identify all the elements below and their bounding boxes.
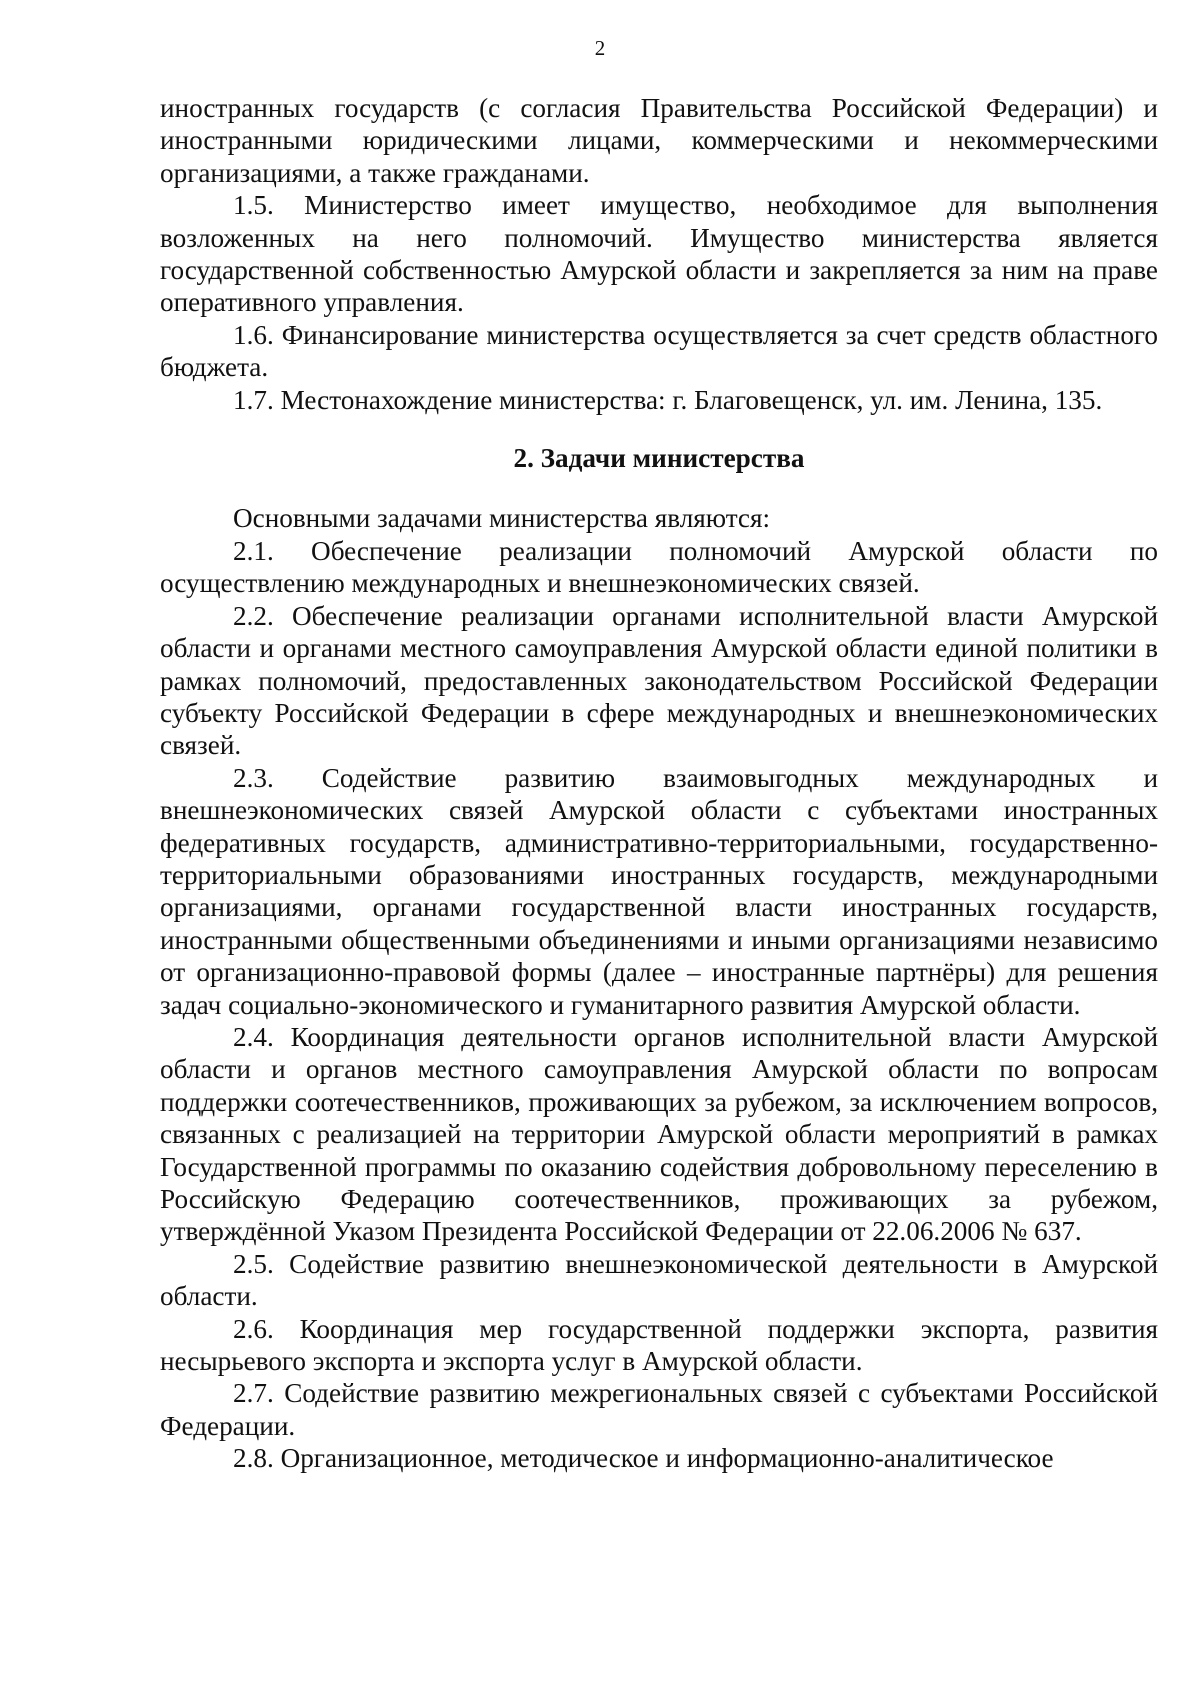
paragraph-2-7: 2.7. Содействие развитию межрегиональных связей с субъектами Российской Федерации.: [160, 1378, 1158, 1441]
paragraph-1-6: 1.6. Финансирование министерства осуществляется за счет средств областного бюджета.: [160, 319, 1158, 383]
paragraph-2-5: 2.5. Содействие развитию внешнеэкономической деятельности в Амурской области.: [160, 1248, 1158, 1312]
section-intro: Основными задачами министерства являются:: [233, 503, 771, 534]
paragraph-2-1: 2.1. Обеспечение реализации полномочий Амурской области по осуществлению международных и внешнеэкономических связей.: [160, 535, 1158, 599]
paragraph-2-8: 2.8. Организационное, методическое и информационно-аналитическое: [233, 1443, 1054, 1474]
paragraph-2-3: 2.3. Содействие развитию взаимовыгодных международных и внешнеэкономических связей Амурской области с субъектами иностранных федеративных государств, административно-территориальными, государственно-территориальными образованиями иностранных государств, международными организациями, органами государственной власти иностранных государств, иностранными общественными объединениями и иными организациями независимо от организационно-правовой формы (далее – иностранные партнёры) для решения задач социально-экономического и гуманитарного развития Амурской области.: [160, 762, 1158, 1020]
document-body: [160, 92, 1158, 1475]
section-heading: 2. Задачи министерства: [513, 443, 805, 474]
paragraph-1-7: 1.7. Местонахождение министерства: г. Благовещенск, ул. им. Ленина, 135.: [233, 384, 1103, 415]
page-number: 2: [594, 36, 606, 60]
paragraph-2-6: 2.6. Координация мер государственной поддержки экспорта, развития несырьевого экспорта и экспорта услуг в Амурской области.: [160, 1313, 1158, 1377]
paragraph-2-2: 2.2. Обеспечение реализации органами исполнительной власти Амурской области и органами местного самоуправления Амурской области единой политики в рамках полномочий, предоставленных законодательством Российской Федерации субъекту Российской Федерации в сфере международных и внешнеэкономических связей.: [160, 600, 1158, 761]
paragraph-continuation: иностранных государств (с согласия Правительства Российской Федерации) и иностранными юридическими лицами, коммерческими и некоммерческими организациями, а также гражданами.: [160, 93, 1158, 188]
paragraph-1-5: 1.5. Министерство имеет имущество, необходимое для выполнения возложенных на него полномочий. Имущество министерства является государственной собственностью Амурской области и закрепляется за ним на праве оперативного управления.: [160, 190, 1158, 318]
paragraph-2-4: 2.4. Координация деятельности органов исполнительной власти Амурской области и органов местного самоуправления Амурской области по вопросам поддержки соотечественников, проживающих за рубежом, за исключением вопросов, связанных с реализацией на территории Амурской области мероприятий в рамках Государственной программы по оказанию содействия добровольному переселению в Российскую Федерацию соотечественников, проживающих за рубежом, утверждённой Указом Президента Российской Федерации от 22.06.2006 № 637.: [160, 1021, 1158, 1247]
